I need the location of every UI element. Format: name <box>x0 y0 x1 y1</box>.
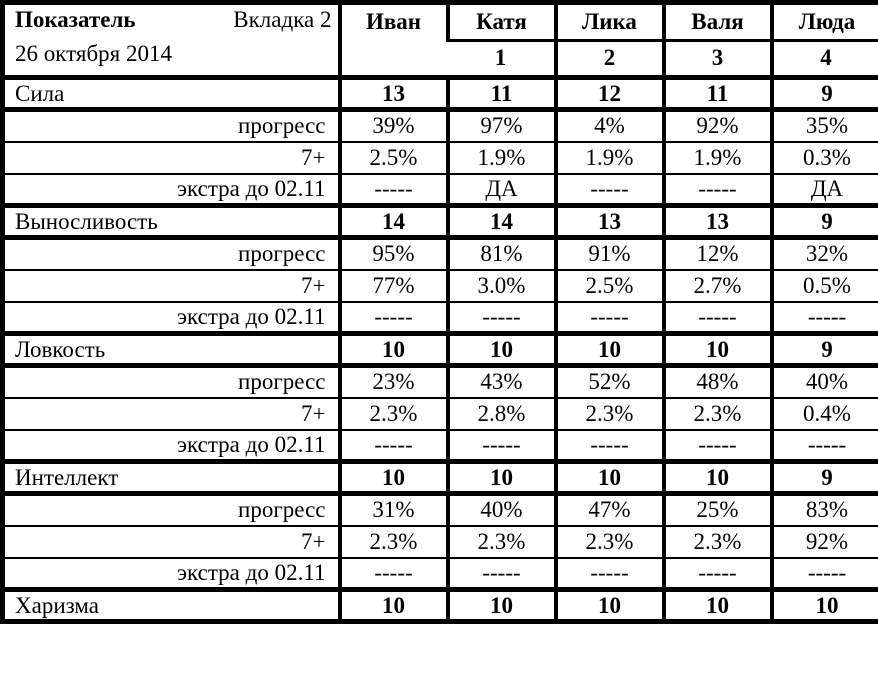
sub-value-cell: 12% <box>664 238 772 270</box>
sub-value-cell: ----- <box>664 430 772 462</box>
column-header-person: Валя <box>664 3 772 41</box>
stat-row <box>3 334 878 366</box>
sub-label-cell: экстра до 02.11 <box>3 558 340 590</box>
sub-value-cell: 77% <box>340 270 448 302</box>
stat-value-cell: 9 <box>772 462 878 494</box>
sub-value-cell: 2.3% <box>340 526 448 558</box>
sub-value-cell: 4% <box>556 110 664 142</box>
stat-row <box>3 590 878 622</box>
stat-value-cell: 10 <box>664 462 772 494</box>
stat-value-cell: 9 <box>772 78 878 110</box>
stats-table-body <box>3 3 878 622</box>
sub-value-cell: 40% <box>448 494 556 526</box>
stat-name-cell: Интеллект <box>3 462 340 494</box>
sub-value-cell: 39% <box>340 110 448 142</box>
sub-value-cell: ----- <box>664 174 772 206</box>
sub-label-cell: прогресс <box>3 110 340 142</box>
stat-row <box>3 462 878 494</box>
sub-value-cell: 91% <box>556 238 664 270</box>
sub-value-cell: 2.7% <box>664 270 772 302</box>
sub-value-cell: ----- <box>340 430 448 462</box>
sub-value-cell: 3.0% <box>448 270 556 302</box>
sub-value-cell: 83% <box>772 494 878 526</box>
stat-value-cell: 10 <box>340 590 448 622</box>
sub-label-cell: экстра до 02.11 <box>3 430 340 462</box>
sub-value-cell: 97% <box>448 110 556 142</box>
sub-value-cell: 2.3% <box>556 398 664 430</box>
sub-label-cell: экстра до 02.11 <box>3 302 340 334</box>
person-number-cell: 3 <box>664 40 772 78</box>
sub-value-cell: 92% <box>772 526 878 558</box>
sub-label-cell: 7+ <box>3 398 340 430</box>
sub-value-cell: 1.9% <box>556 142 664 174</box>
stat-value-cell: 9 <box>772 206 878 238</box>
stat-name-cell: Выносливость <box>3 206 340 238</box>
sub-value-cell: 40% <box>772 366 878 398</box>
sub-row <box>3 558 878 590</box>
header-row-names <box>3 3 878 41</box>
sub-value-cell: ДА <box>772 174 878 206</box>
sub-value-cell: 32% <box>772 238 878 270</box>
sub-row <box>3 142 878 174</box>
sub-value-cell: 52% <box>556 366 664 398</box>
sub-value-cell: ----- <box>664 302 772 334</box>
sub-label-cell: 7+ <box>3 270 340 302</box>
sub-value-cell: 2.3% <box>340 398 448 430</box>
sub-value-cell: 2.3% <box>448 526 556 558</box>
indicator-header-cell <box>3 3 340 78</box>
sub-label-cell: 7+ <box>3 142 340 174</box>
sub-row <box>3 430 878 462</box>
sub-label-cell: прогресс <box>3 494 340 526</box>
sub-row <box>3 526 878 558</box>
sub-value-cell: 92% <box>664 110 772 142</box>
sub-value-cell: 2.3% <box>556 526 664 558</box>
stat-value-cell: 13 <box>664 206 772 238</box>
stat-name-cell: Сила <box>3 78 340 110</box>
stat-value-cell: 10 <box>556 334 664 366</box>
sub-value-cell: 1.9% <box>664 142 772 174</box>
sub-value-cell: 0.5% <box>772 270 878 302</box>
column-header-person: Катя <box>448 3 556 41</box>
sub-value-cell: 2.8% <box>448 398 556 430</box>
stat-value-cell: 14 <box>340 206 448 238</box>
sub-value-cell: 81% <box>448 238 556 270</box>
stat-value-cell: 11 <box>448 78 556 110</box>
sub-value-cell: ----- <box>556 302 664 334</box>
person-number-cell: 1 <box>448 40 556 78</box>
stat-value-cell: 13 <box>340 78 448 110</box>
sub-label-cell: прогресс <box>3 238 340 270</box>
sub-value-cell: 43% <box>448 366 556 398</box>
sub-value-cell: 0.4% <box>772 398 878 430</box>
stat-value-cell: 14 <box>448 206 556 238</box>
sub-label-cell: прогресс <box>3 366 340 398</box>
sub-value-cell: ДА <box>448 174 556 206</box>
sub-value-cell: 2.5% <box>556 270 664 302</box>
tab-label: Вкладка 2 <box>233 7 332 32</box>
stat-value-cell: 10 <box>448 462 556 494</box>
sub-value-cell: 95% <box>340 238 448 270</box>
sub-value-cell: ----- <box>340 302 448 334</box>
stat-value-cell: 10 <box>448 590 556 622</box>
sub-value-cell: 1.9% <box>448 142 556 174</box>
sub-row <box>3 110 878 142</box>
stat-value-cell: 10 <box>340 334 448 366</box>
sub-label-cell: 7+ <box>3 526 340 558</box>
stat-value-cell: 12 <box>556 78 664 110</box>
sub-row <box>3 398 878 430</box>
stat-value-cell: 13 <box>556 206 664 238</box>
stat-value-cell: 10 <box>340 462 448 494</box>
column-header-person: Люда <box>772 3 878 41</box>
stat-name-cell: Ловкость <box>3 334 340 366</box>
sub-value-cell: ----- <box>556 430 664 462</box>
sub-value-cell: 47% <box>556 494 664 526</box>
sub-value-cell: 48% <box>664 366 772 398</box>
sub-value-cell: ----- <box>772 430 878 462</box>
sub-row <box>3 270 878 302</box>
sub-value-cell: ----- <box>448 558 556 590</box>
sub-value-cell: 2.5% <box>340 142 448 174</box>
person-number-cell: 2 <box>556 40 664 78</box>
sub-value-cell: ----- <box>772 302 878 334</box>
stat-value-cell: 9 <box>772 334 878 366</box>
sub-row <box>3 494 878 526</box>
sub-value-cell: ----- <box>448 302 556 334</box>
sub-row <box>3 302 878 334</box>
stat-name-cell: Харизма <box>3 590 340 622</box>
column-header-person: Иван <box>340 3 448 78</box>
header-date: 26 октября 2014 <box>15 41 172 66</box>
stat-value-cell: 10 <box>556 462 664 494</box>
stat-value-cell: 10 <box>664 334 772 366</box>
sub-value-cell: ----- <box>340 558 448 590</box>
sub-label-cell: экстра до 02.11 <box>3 174 340 206</box>
sub-value-cell: 35% <box>772 110 878 142</box>
sub-value-cell: 0.3% <box>772 142 878 174</box>
stat-row <box>3 78 878 110</box>
stat-value-cell: 10 <box>556 590 664 622</box>
stat-row <box>3 206 878 238</box>
sub-value-cell: 2.3% <box>664 398 772 430</box>
sub-value-cell: 23% <box>340 366 448 398</box>
sub-value-cell: 2.3% <box>664 526 772 558</box>
sub-value-cell: 31% <box>340 494 448 526</box>
sub-row <box>3 238 878 270</box>
sub-value-cell: 25% <box>664 494 772 526</box>
sub-value-cell: ----- <box>772 558 878 590</box>
sub-row <box>3 366 878 398</box>
stat-value-cell: 10 <box>664 590 772 622</box>
stat-value-cell: 10 <box>448 334 556 366</box>
column-header-person: Лика <box>556 3 664 41</box>
stat-value-cell: 11 <box>664 78 772 110</box>
sub-value-cell: ----- <box>664 558 772 590</box>
indicator-title: Показатель <box>15 7 136 32</box>
stat-value-cell: 10 <box>772 590 878 622</box>
sub-value-cell: ----- <box>340 174 448 206</box>
sub-value-cell: ----- <box>556 174 664 206</box>
sub-value-cell: ----- <box>448 430 556 462</box>
person-number-cell: 4 <box>772 40 878 78</box>
sub-row <box>3 174 878 206</box>
sub-value-cell: ----- <box>556 558 664 590</box>
